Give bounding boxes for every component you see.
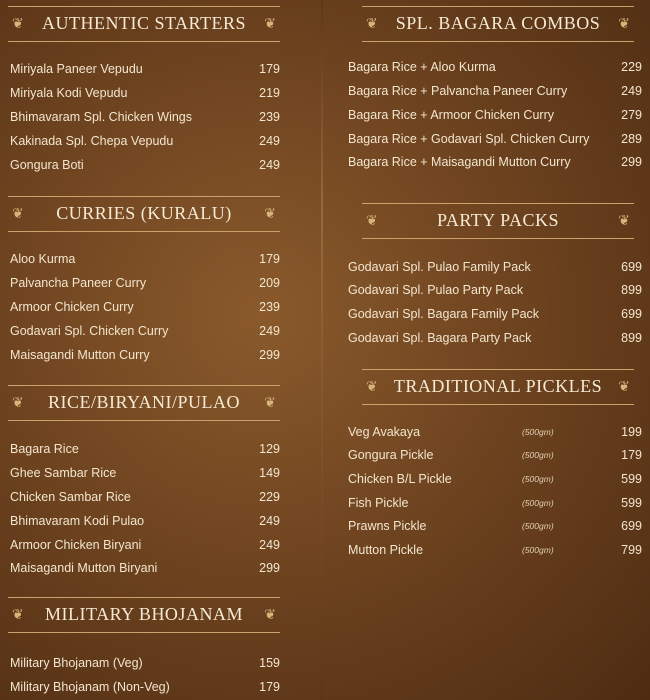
item-price: 249 [259,134,280,148]
item-name: Bhimavaram Spl. Chicken Wings [10,110,193,124]
item-name: Bagara Rice + Palvancha Paneer Curry [348,84,568,98]
menu-item [10,155,280,175]
item-name: Military Bhojanam (Veg) [10,656,143,670]
section-header [8,196,280,232]
item-price: 249 [259,158,280,172]
section-title: RICE/BIRYANI/PULAO [47,392,240,412]
ornament-icon: ❦ [12,606,24,622]
item-price: 229 [621,60,642,74]
item-price: 799 [621,543,642,557]
menu-item [10,345,280,365]
ornament-icon: ❦ [12,394,24,410]
ornament-icon: ❦ [618,378,630,394]
menu-item [10,131,280,151]
menu-item [10,653,280,673]
menu-item [348,57,642,77]
menu-item [348,304,642,324]
item-name: Chicken B/L Pickle [348,472,452,486]
ornament-icon: ❦ [12,205,24,221]
section-header [8,6,280,42]
section-header [362,369,634,405]
menu-item [10,558,280,578]
menu-item [10,487,280,507]
item-price: 239 [259,300,280,314]
item-name: Godavari Spl. Chicken Curry [10,324,169,338]
menu-item [10,677,280,697]
item-price: 599 [621,496,642,510]
item-name: Kakinada Spl. Chepa Vepudu [10,134,174,148]
section-header [362,203,634,239]
item-name: Prawns Pickle [348,519,427,533]
item-price: 699 [621,519,642,533]
ornament-icon: ❦ [264,394,276,410]
item-name: Gongura Boti [10,158,84,172]
ornament-icon: ❦ [366,15,378,31]
menu-item [348,469,642,489]
item-quantity: (500gm) [522,521,554,531]
section-header [362,6,634,42]
item-name: Military Bhojanam (Non-Veg) [10,680,170,694]
menu-item [10,297,280,317]
item-price: 239 [259,110,280,124]
ornament-icon: ❦ [264,205,276,221]
item-name: Bhimavaram Kodi Pulao [10,514,145,528]
item-quantity: (500gm) [522,450,554,460]
menu-item [348,445,642,465]
item-price: 289 [621,132,642,146]
item-name: Miriyala Kodi Vepudu [10,86,128,100]
item-name: Godavari Spl. Bagara Party Pack [348,331,532,345]
menu-item [348,540,642,560]
menu-item [10,83,280,103]
menu-item [348,257,642,277]
item-price: 299 [259,561,280,575]
item-quantity: (500gm) [522,427,554,437]
item-price: 199 [621,425,642,439]
item-price: 249 [259,538,280,552]
item-quantity: (500gm) [522,498,554,508]
item-price: 159 [259,656,280,670]
item-name: Bagara Rice + Armoor Chicken Curry [348,108,554,122]
item-name: Miriyala Paneer Vepudu [10,62,143,76]
menu-item [348,328,642,348]
item-name: Chicken Sambar Rice [10,490,131,504]
item-price: 249 [259,514,280,528]
menu-item [348,280,642,300]
item-name: Gongura Pickle [348,448,434,462]
item-price: 899 [621,283,642,297]
item-name: Godavari Spl. Pulao Party Pack [348,283,524,297]
menu-item [10,535,280,555]
item-name: Aloo Kurma [10,252,76,266]
ornament-icon: ❦ [618,15,630,31]
menu-item [10,273,280,293]
item-price: 149 [259,466,280,480]
menu-item [348,105,642,125]
item-name: Ghee Sambar Rice [10,466,117,480]
ornament-icon: ❦ [366,378,378,394]
section-title: MILITARY BHOJANAM [45,604,243,624]
ornament-icon: ❦ [264,15,276,31]
menu-item [10,511,280,531]
section-title: AUTHENTIC STARTERS [42,13,246,33]
item-name: Bagara Rice [10,442,79,456]
item-name: Armoor Chicken Biryani [10,538,142,552]
item-name: Maisagandi Mutton Biryani [10,561,158,575]
menu-item [10,439,280,459]
item-name: Maisagandi Mutton Curry [10,348,150,362]
menu-item [348,493,642,513]
item-price: 179 [621,448,642,462]
item-price: 179 [259,680,280,694]
ornament-icon: ❦ [12,15,24,31]
item-price: 179 [259,252,280,266]
item-name: Bagara Rice + Maisagandi Mutton Curry [348,155,571,169]
item-name: Godavari Spl. Pulao Family Pack [348,260,531,274]
item-name: Mutton Pickle [348,543,424,557]
item-price: 219 [259,86,280,100]
item-price: 229 [259,490,280,504]
ornament-icon: ❦ [618,212,630,228]
item-name: Bagara Rice + Aloo Kurma [348,60,496,74]
section-title: SPL. BAGARA COMBOS [395,13,601,33]
ornament-icon: ❦ [264,606,276,622]
item-price: 899 [621,331,642,345]
item-quantity: (500gm) [522,545,554,555]
item-price: 249 [259,324,280,338]
item-price: 249 [621,84,642,98]
menu-item [348,516,642,536]
menu-item [348,81,642,101]
item-name: Bagara Rice + Godavari Spl. Chicken Curry [348,132,590,146]
item-price: 209 [259,276,280,290]
item-price: 299 [621,155,642,169]
column-divider [321,0,323,700]
item-name: Palvancha Paneer Curry [10,276,147,290]
item-name: Fish Pickle [348,496,409,510]
item-price: 129 [259,442,280,456]
item-price: 699 [621,260,642,274]
menu-item [10,249,280,269]
section-header [8,597,280,633]
section-title: PARTY PACKS [437,210,559,230]
menu-item [348,422,642,442]
ornament-icon: ❦ [366,212,378,228]
menu-item [10,107,280,127]
item-name: Armoor Chicken Curry [10,300,134,314]
menu-item [348,129,642,149]
section-title: TRADITIONAL PICKLES [393,376,603,396]
item-price: 599 [621,472,642,486]
item-price: 279 [621,108,642,122]
item-price: 699 [621,307,642,321]
item-name: Veg Avakaya [348,425,421,439]
section-header [8,385,280,421]
menu-item [348,152,642,172]
item-quantity: (500gm) [522,474,554,484]
menu-item [10,463,280,483]
item-name: Godavari Spl. Bagara Family Pack [348,307,540,321]
section-title: CURRIES (KURALU) [56,203,232,223]
item-price: 179 [259,62,280,76]
menu-item [10,321,280,341]
menu-item [10,59,280,79]
item-price: 299 [259,348,280,362]
